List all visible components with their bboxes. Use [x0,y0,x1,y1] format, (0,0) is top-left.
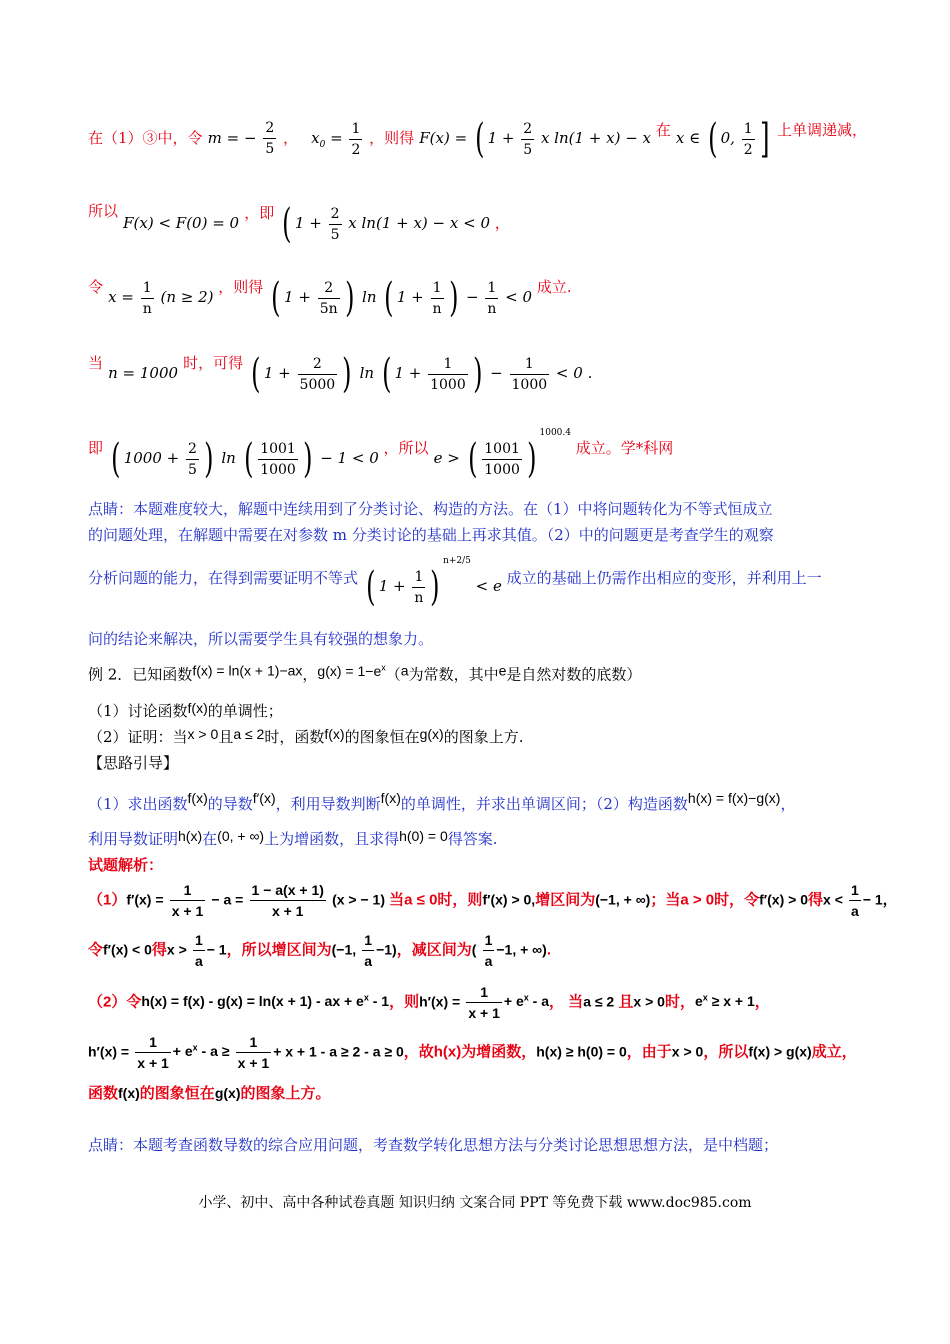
fraction [263,118,276,159]
fraction [258,439,298,480]
fraction [135,1032,171,1073]
fraction [428,354,468,395]
math: + x + 1 - a ≥ 2 - a ≥ 0 [273,1043,404,1060]
math: f′(x) = [126,891,164,908]
text: 成立的基础上仍需作出相应的变形，并利用上一 [506,569,822,587]
fraction [193,930,205,971]
math-text: ln [221,449,236,467]
math-text: ln [359,364,375,382]
text: 增区间为 [535,891,596,909]
denominator: 1000 [260,461,296,478]
numerator: 2 [263,118,276,139]
solution-line-5 [88,428,950,480]
math: −1, + ∞) [496,941,547,958]
fraction [250,880,326,921]
text: 上单调递减， [777,121,868,139]
text: 时， [664,993,695,1011]
text: （1）讨论函数 [88,702,188,720]
text: 得 [151,941,167,959]
numerator: 1 [483,930,495,951]
math-text: m = − [207,128,257,147]
text: ，利用导数判断 [275,795,381,813]
numerator: 2 [329,204,342,225]
text: 成立， [811,1043,857,1061]
guide-line-2 [88,828,950,849]
math-text: 1 + [284,288,311,306]
text: . [587,364,593,382]
math: f(x) [380,790,401,806]
text: 函数 [88,1085,119,1102]
math: x > [166,941,187,958]
text: 且 [618,993,634,1011]
text: ；当a > 0时，令 [650,891,760,909]
math: f(x) [187,700,208,716]
denominator: x + 1 [468,1005,500,1021]
text: 当a ≤ 0时，则 [389,891,483,909]
text: ，所以 [383,439,429,457]
math-text: x = [108,288,134,306]
numerator: 1 [485,278,498,299]
fraction [298,354,338,395]
text: 在 [655,121,671,139]
math-text: + e [503,993,524,1010]
denominator: x + 1 [171,903,204,919]
text: 的图象恒在 [344,728,420,746]
exponent: x [192,1042,198,1053]
fraction [483,930,495,971]
denominator: 5000 [299,376,336,393]
numerator: 1001 [482,439,522,460]
denominator: 5 [523,141,533,158]
math-text: < 0 [505,288,533,306]
math [317,663,385,679]
math: g(x) [214,1085,241,1101]
numerator: 2 [186,439,199,460]
guide-line-1 [88,790,950,814]
numerator: 2 [298,354,338,375]
text: 时，函数 [264,728,325,746]
fraction [186,439,199,480]
math [207,120,283,157]
math: e [498,662,507,679]
math: (−1, + ∞) [595,891,651,908]
fraction [170,880,206,921]
math: ( 1 + $\frac{2}{5000}$ ) ln ( 1 + $\frac{1}{1000}$ ) − $\frac{1}{1000}$ < 0 [251,351,583,397]
math: F(x) = ( 1 + $\frac{2}{5}$ x ln(1 + x) − x [419,116,652,162]
text: （1） [88,891,127,909]
math: f(x) = ln(x + 1)−ax [192,662,303,679]
math: h(0) = 0 [399,828,448,844]
exponent: x [523,992,529,1003]
text: 时，可得 [183,354,244,372]
math: f′(x) > 0 [759,891,808,908]
text: ，所以增区间为 [226,941,332,959]
numerator: 1 [236,1032,272,1053]
denominator: x + 1 [137,1055,169,1071]
math: −1) [376,941,397,958]
text: ，由于 [626,1043,672,1061]
math: f(x) [118,1085,140,1101]
math: f′(x) [252,790,276,806]
math-text: 1 + [378,577,406,595]
math-text: (n ≥ 2) [160,288,214,306]
math-text: - a ≥ [197,1043,230,1060]
text: 例 2．已知函数 [88,665,193,684]
text: 成立. [536,278,572,296]
text: （2）证明：当 [88,728,188,746]
text: 为常数，其中 [408,665,499,684]
math: x < [823,891,843,908]
example-2-statement [88,662,950,685]
fraction [236,1032,272,1073]
denominator: n [142,300,152,317]
text: 当 [88,354,104,372]
solution-line-4 [88,352,950,395]
solution-title: 试题解析： [88,857,164,874]
denominator: 1000 [484,461,520,478]
text: ， [754,993,770,1011]
text: ，所以 [703,1043,749,1061]
text: 令 [88,278,104,296]
math [695,993,755,1009]
math-text: ln [362,288,377,306]
math-text: 0, [720,129,735,147]
text: 令 [88,941,104,959]
text: 的图象上方. [443,728,524,746]
text: 上为增函数，且求得 [264,830,400,848]
math [173,1043,230,1059]
math-text: h(x) = f(x) - g(x) = ln(x + 1) - ax + e [141,993,364,1010]
math: ( 1000 + $\frac{2}{5}$ ) ln ( $\frac{1001}{1000}$ ) − 1 < 0 [111,436,379,482]
math: ( 1 + $\frac{2}{5}$ x ln(1 + x) − x < 0 [282,201,490,247]
text: 利用导数证明 [88,830,179,848]
denominator: 2 [743,141,753,158]
text: （ [385,665,401,684]
fraction [485,278,498,319]
math-text: − 1 < 0 [320,449,379,467]
numerator: 1 [349,119,362,140]
note-1-line-1: 点睛：本题难度较大，解题中连续用到了分类讨论、构造的方法。在（1）中将问题转化为不等式恒成立 [88,500,773,518]
fraction [349,119,362,160]
text: 分析问题的能力，在得到需要证明不等式 [88,569,359,587]
fraction [510,354,550,395]
numerator: 2 [318,278,340,299]
math-text: e > [433,449,460,467]
math-text: < 0 [555,364,583,382]
math-text: - a [528,993,550,1010]
denominator: 5 [265,141,275,157]
guide-title: 【思路引导】 [88,754,179,772]
text: ， [780,795,796,813]
math: a ≤ 2 [233,726,265,742]
exponent: x [363,992,369,1003]
math-text: x ln(1 + x) − x < 0 [348,214,490,232]
denominator: a [194,953,203,969]
text: 的图象上方。 [240,1085,331,1102]
note-2: 点睛：本题考查函数导数的综合应用问题，考查数学转化思想方法与分类讨论思想思想方法，是中档题； [88,1136,779,1154]
numerator: 1 [412,567,425,588]
text: . [546,941,551,959]
numerator: 1 [193,930,205,951]
text: ， 当 [549,993,584,1011]
numerator: 1 − a(x + 1) [250,880,326,901]
text: ，即 [244,204,275,222]
text: ，则得 [369,129,415,147]
denominator: 5n [319,300,338,317]
math-text: F(x) = [419,129,468,147]
question-1 [88,700,950,721]
text: ， [302,665,318,684]
exponent: n+2/5 [443,556,471,566]
fraction [329,204,342,245]
fraction [466,982,502,1023]
math [108,279,218,317]
numerator: 1 [431,278,444,299]
math-text: ≥ x + 1 [707,993,755,1010]
text: ， [283,129,299,147]
denominator: a [851,903,859,919]
math: f(x) > g(x) [748,1043,812,1060]
math: h(x) ≥ h(0) = 0 [536,1043,627,1060]
math-text: 1 + [263,364,291,382]
text: ，则 [389,993,420,1011]
math [141,993,389,1009]
numerator: 1 [742,119,755,140]
math-text: x ∈ [675,129,701,147]
text: 的单调性； [207,702,283,720]
math: f′(x) > 0, [482,891,536,908]
denominator: x + 1 [237,1055,270,1071]
fraction [318,278,340,319]
denominator: n [487,300,497,317]
numerator: 1 [510,354,550,375]
text: 且 [218,728,234,746]
math: f′(x) < 0 [103,941,152,958]
text: 得 [808,891,824,909]
math: − 1 [206,941,227,958]
denominator: n [432,300,442,317]
note-1-line-4: 问的结论来解决，所以需要学生具有较强的想象力。 [88,630,434,648]
denominator: x + 1 [271,903,304,919]
denominator: a [364,953,373,969]
denominator: 1000 [430,376,466,393]
math: f(x) [324,726,345,742]
math: $x_0$ = $\frac{1}{2}$ [311,120,361,158]
text: 成立。学*科网 [575,439,674,457]
text: （1）求出函数 [88,795,188,813]
text: ，则得 [218,278,264,296]
math-text: 1000 + [123,449,180,467]
math: ( 1 + $\frac{1}{n}$ )$^{n+2/5}$ < e [366,556,502,610]
math: n = 1000 [108,364,179,382]
math: ( [471,941,477,958]
math-text: = [325,129,348,147]
math-text: 1 + [396,288,424,306]
denominator: 2 [351,141,361,158]
text: 在 [202,830,218,848]
question-2 [88,726,950,747]
math-text: 1 + [394,364,422,382]
math: f(x) [187,790,208,806]
math-text: < e [475,577,502,595]
note-1-line-2: 的问题处理，在解题中需要在对参数 m 分类讨论的基础上再求其值。（2）中的问题更是考查学生的观察 [88,526,774,544]
numerator: 1 [466,982,502,1003]
numerator: 1 [428,354,468,375]
text: 在（1）③中，令 [88,129,203,147]
solution-row-1 [88,880,950,921]
denominator: 1000 [511,376,548,393]
exponent: x [381,662,386,672]
text: 是自然对数的底数） [506,665,642,684]
math: x > 0 [671,1043,704,1060]
math: a [400,662,409,679]
fraction [742,119,755,160]
solution-row-3 [88,982,950,1023]
text: （2）令 [88,993,142,1011]
math: ( 1 + $\frac{2}{5n}$ ) ln ( 1 + $\frac{1}{n}$ ) − $\frac{1}{n}$ < 0 [271,275,533,321]
math-text: − [490,364,503,382]
fraction [431,278,444,319]
solution-line-3 [88,276,950,319]
math-text: − [465,288,479,306]
solution-line-2 [88,200,950,245]
math: h′(x) = [419,993,461,1010]
math: a ≤ 2 [583,993,615,1010]
math: (−1, [331,941,357,958]
math: g(x) [419,726,444,742]
text: 的导数 [207,795,253,813]
denominator: n [414,589,424,606]
math-text: + e [172,1043,193,1060]
math: (x > − 1) [332,891,385,908]
math-text: - 1 [368,993,390,1010]
numerator: 2 [521,119,534,140]
denominator: 5 [330,226,340,243]
exponent: 1000.4 [539,428,571,438]
math [504,993,549,1009]
exponent: x [702,992,708,1003]
fraction [362,930,374,971]
text: 的图象恒在 [139,1085,215,1102]
math: h(x) [178,828,203,844]
fraction [141,278,154,319]
fraction [412,567,425,608]
math-text: x ln(1 + x) − x [540,129,652,147]
text: 得答案. [447,830,498,848]
numerator: 1 [849,880,861,901]
fraction [521,119,534,160]
text: ，故h(x)为增函数， [403,1043,537,1061]
math: e > ( $\frac{1001}{1000}$ )$^{1000.4}$ [433,428,571,482]
text: 即 [88,439,104,457]
math: x > 0 [187,726,219,742]
note-1-line-3 [88,556,950,608]
denominator: 5 [188,461,197,478]
denominator: a [484,953,493,969]
solution-row-2 [88,930,950,971]
math-text: e [694,993,703,1010]
numerator: 1001 [258,439,298,460]
math: − 1， [862,891,897,908]
text: 所以 [88,202,119,220]
numerator: 1 [141,278,154,299]
fraction [482,439,522,480]
math-text: g(x) = 1−e [317,662,382,679]
text: ，减区间为 [396,941,472,959]
numerator: 1 [362,930,374,951]
math: F(x) < F(0) = 0 [123,214,240,232]
math: h(x) = f(x)−g(x) [687,790,781,806]
fraction [849,880,861,921]
text: ， [494,214,510,232]
math: x ∈ ( 0, $\frac{1}{2}$ ] [675,116,770,162]
math-text: 1 + [294,214,322,232]
math: (0, + ∞) [217,828,265,844]
solution-row-5 [88,1082,950,1103]
text: 的单调性，并求出单调区间；（2）构造函数 [400,795,688,813]
solution-line-1 [88,118,950,160]
page-footer: 小学、初中、高中各种试卷真题 知识归纳 文案合同 PPT 等免费下载 www.doc985.com [198,1195,752,1211]
solution-row-4 [88,1032,950,1073]
numerator: 1 [170,880,206,901]
math-text: x [311,129,320,147]
numerator: 1 [135,1032,171,1053]
math: h′(x) = [88,1043,130,1060]
math: − a = [211,891,244,908]
math-text: 1 + [487,129,515,147]
math: x > 0 [633,993,665,1010]
